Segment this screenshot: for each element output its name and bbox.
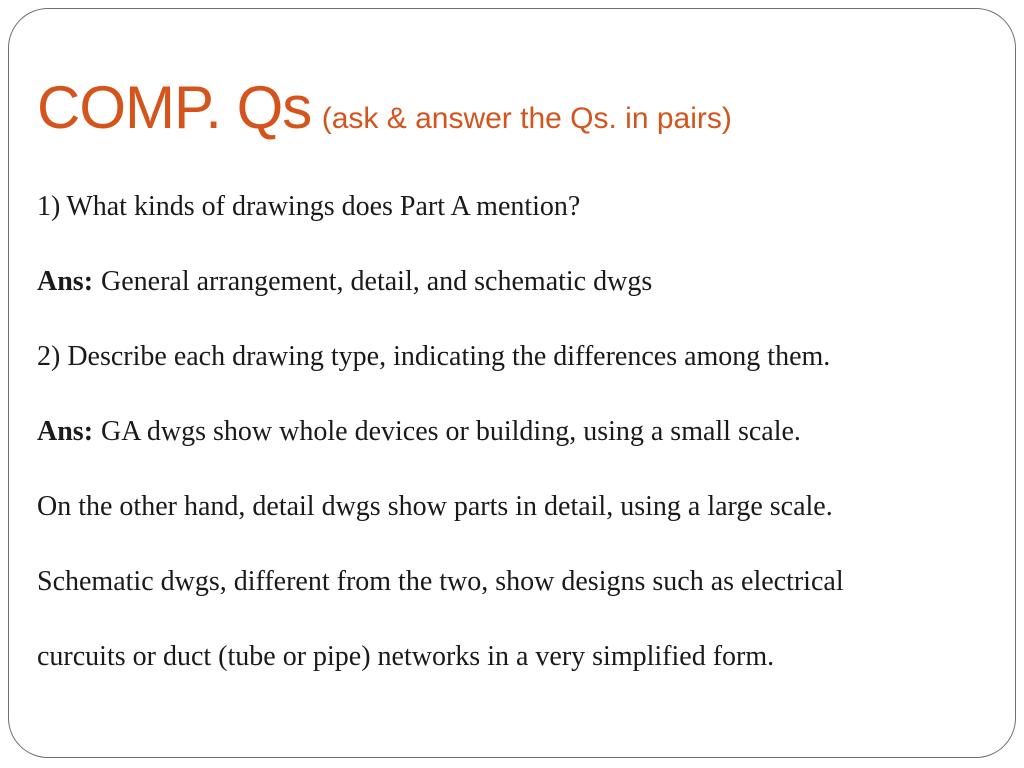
answer-2-line-2: On the other hand, detail dwgs show parts in detail, using a large scale. <box>37 491 833 522</box>
answer-2-text: GA dwgs show whole devices or building, using a small scale. <box>101 416 801 447</box>
question-2 <box>37 340 830 374</box>
answer-2-label: Ans: <box>37 416 94 447</box>
question-2-text: 2) Describe each drawing type, indicating the differences among them. <box>37 341 831 372</box>
answer-2-line-3: Schematic dwgs, different from the two, show designs such as electrical <box>37 566 844 597</box>
question-1 <box>37 190 580 224</box>
question-1-number: 1) <box>37 191 61 222</box>
answer-2 <box>37 415 801 449</box>
answer-1 <box>37 265 652 299</box>
answer-2-line-4: curcuits or duct (tube or pipe) networks in a very simplified form. <box>37 641 775 672</box>
question-1-text: What kinds of drawings does Part A mention? <box>66 191 581 222</box>
title-main: COMP. Qs <box>37 74 312 141</box>
answer-1-text: General arrangement, detail, and schematic dwgs <box>101 266 653 297</box>
answer-1-label: Ans: <box>37 266 94 297</box>
title-subtitle: (ask & answer the Qs. in pairs) <box>321 102 732 135</box>
slide-title <box>37 73 732 145</box>
